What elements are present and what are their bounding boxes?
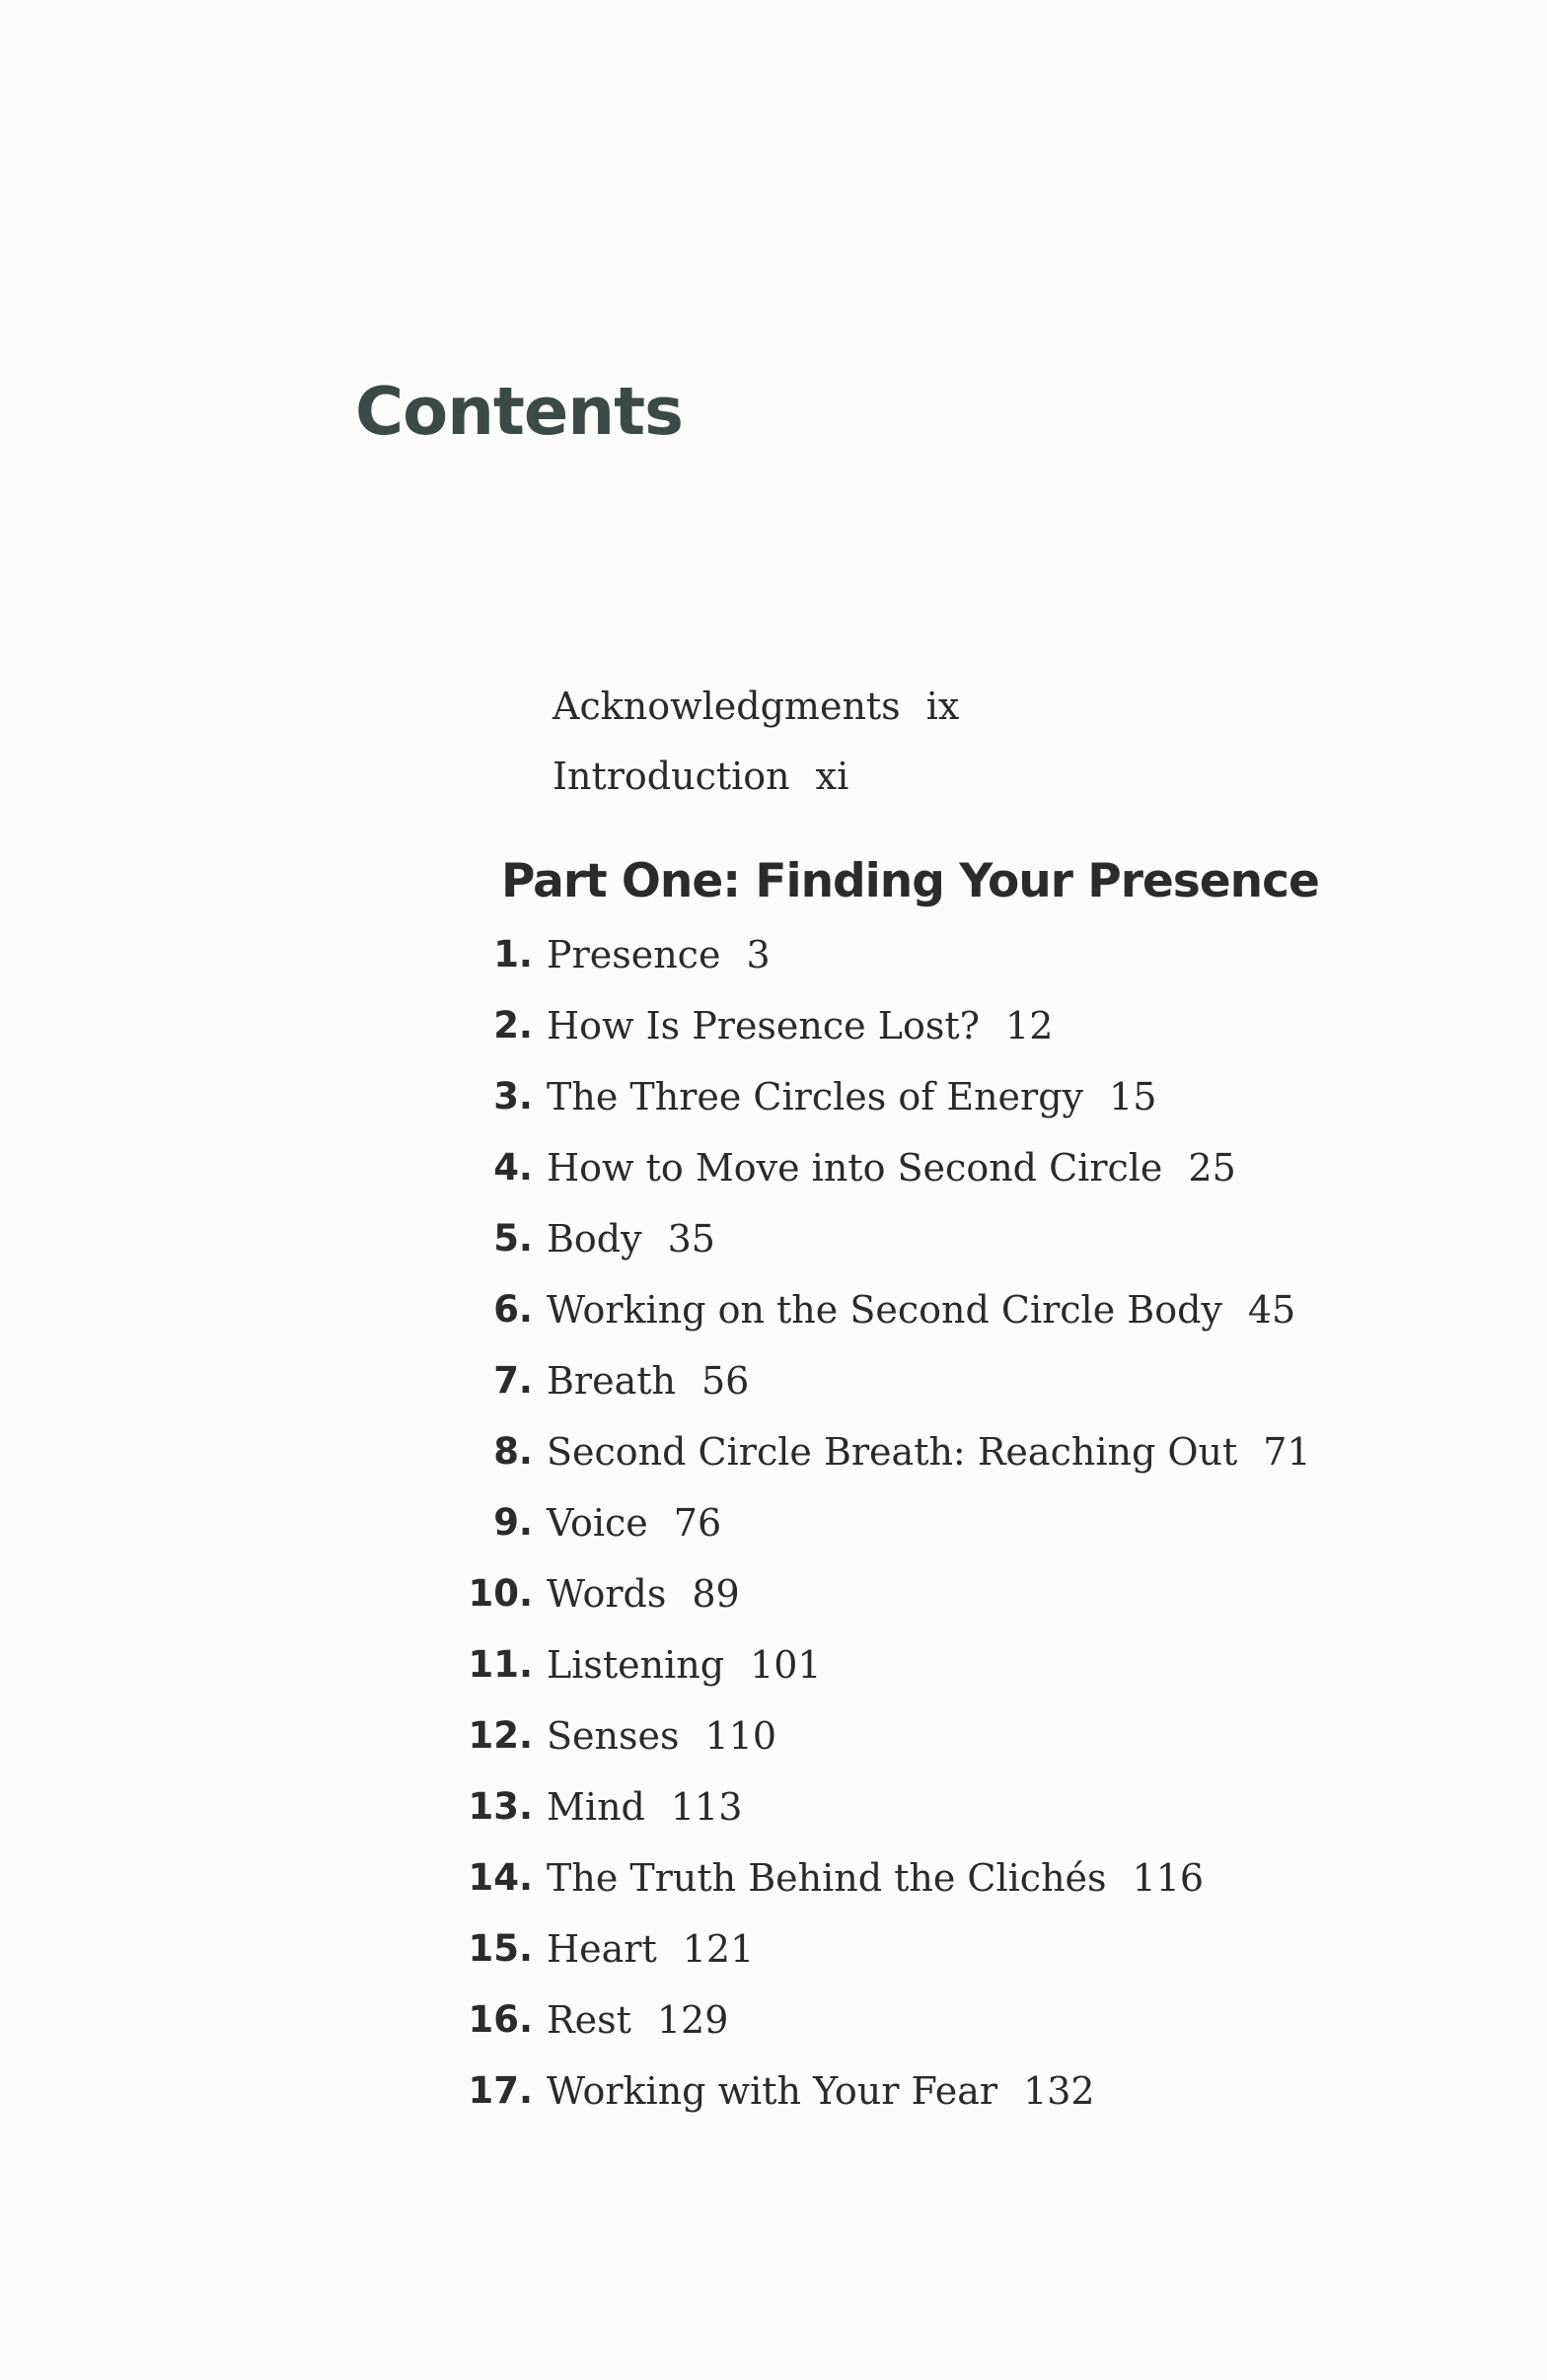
chapter-title: Senses [547, 1714, 680, 1758]
chapter-page: 101 [750, 1643, 822, 1687]
chapter-page: 3 [746, 933, 771, 976]
chapter-number: 14. [468, 1856, 533, 1899]
chapter-page: 76 [673, 1501, 722, 1545]
chapter-entry[interactable] [0, 1146, 1547, 1205]
chapter-page: 116 [1132, 1856, 1205, 1900]
chapter-page: 56 [700, 1359, 750, 1403]
front-matter-page: ix [925, 685, 960, 728]
chapter-title: How Is Presence Lost? [547, 1004, 981, 1047]
chapter-number: 13. [468, 1785, 533, 1828]
chapter-page: 113 [670, 1785, 743, 1829]
chapter-page: 71 [1263, 1430, 1311, 1474]
chapter-page: 35 [667, 1217, 715, 1261]
chapter-number: 4. [493, 1146, 533, 1189]
part-heading: Part One: Finding Your Presence [501, 854, 1319, 908]
chapter-entry[interactable] [0, 1714, 1547, 1773]
chapter-number: 6. [493, 1288, 533, 1331]
chapter-page: 110 [704, 1714, 777, 1758]
chapter-entry[interactable] [0, 1927, 1547, 1986]
chapter-page: 121 [682, 1927, 755, 1971]
chapter-entry[interactable] [0, 1075, 1547, 1134]
chapter-title: Heart [547, 1927, 657, 1971]
page-title: Contents [355, 373, 683, 450]
chapter-number: 7. [493, 1359, 533, 1402]
chapter-number: 16. [468, 1998, 533, 2041]
chapter-number: 8. [493, 1430, 533, 1473]
chapter-page: 12 [1005, 1004, 1054, 1047]
chapter-entry[interactable] [0, 1643, 1547, 1702]
chapter-number: 12. [468, 1714, 533, 1757]
chapter-title: Working with Your Fear [547, 2069, 998, 2113]
chapter-title: How to Move into Second Circle [547, 1146, 1163, 1190]
chapter-entry[interactable] [0, 1572, 1547, 1631]
chapter-title: Body [547, 1217, 642, 1261]
chapter-entry[interactable] [0, 1501, 1547, 1560]
chapter-page: 45 [1247, 1288, 1296, 1332]
chapter-title: The Three Circles of Energy [547, 1075, 1084, 1118]
chapter-title: Working on the Second Circle Body [547, 1288, 1222, 1332]
chapter-entry[interactable] [0, 1004, 1547, 1063]
front-matter-item[interactable] [552, 685, 959, 728]
chapter-title: Presence [547, 933, 721, 976]
chapter-title: Rest [547, 1998, 631, 2042]
chapter-number: 15. [468, 1927, 533, 1970]
chapter-title: The Truth Behind the Clichés [547, 1856, 1107, 1900]
chapter-entry[interactable] [0, 1856, 1547, 1915]
chapter-number: 11. [468, 1643, 533, 1686]
front-matter-label: Introduction [552, 755, 790, 798]
chapter-title: Breath [547, 1359, 676, 1403]
chapter-entry[interactable] [0, 2069, 1547, 2128]
chapter-page: 132 [1023, 2069, 1095, 2113]
chapter-entry[interactable] [0, 933, 1547, 992]
chapter-page: 129 [656, 1998, 729, 2042]
chapter-title: Voice [547, 1501, 648, 1545]
chapter-entry[interactable] [0, 1217, 1547, 1276]
chapter-entry[interactable] [0, 1288, 1547, 1347]
chapter-entry[interactable] [0, 1998, 1547, 2057]
chapter-entry[interactable] [0, 1430, 1547, 1489]
front-matter-item[interactable] [552, 755, 848, 798]
chapter-title: Second Circle Breath: Reaching Out [547, 1430, 1238, 1474]
chapter-number: 17. [468, 2069, 533, 2112]
chapter-number: 5. [493, 1217, 533, 1260]
chapter-number: 2. [493, 1004, 533, 1046]
chapter-page: 15 [1109, 1075, 1157, 1118]
front-matter-label: Acknowledgments [552, 685, 901, 728]
chapter-title: Listening [547, 1643, 725, 1687]
chapter-entry[interactable] [0, 1359, 1547, 1418]
chapter-number: 1. [493, 933, 533, 975]
chapter-title: Mind [547, 1785, 645, 1829]
chapter-page: 89 [692, 1572, 740, 1616]
chapter-title: Words [547, 1572, 667, 1616]
chapter-number: 3. [493, 1075, 533, 1118]
front-matter-page: xi [815, 755, 849, 798]
chapter-page: 25 [1188, 1146, 1236, 1190]
chapter-number: 9. [493, 1501, 533, 1544]
chapter-entry[interactable] [0, 1785, 1547, 1844]
chapter-number: 10. [468, 1572, 533, 1615]
